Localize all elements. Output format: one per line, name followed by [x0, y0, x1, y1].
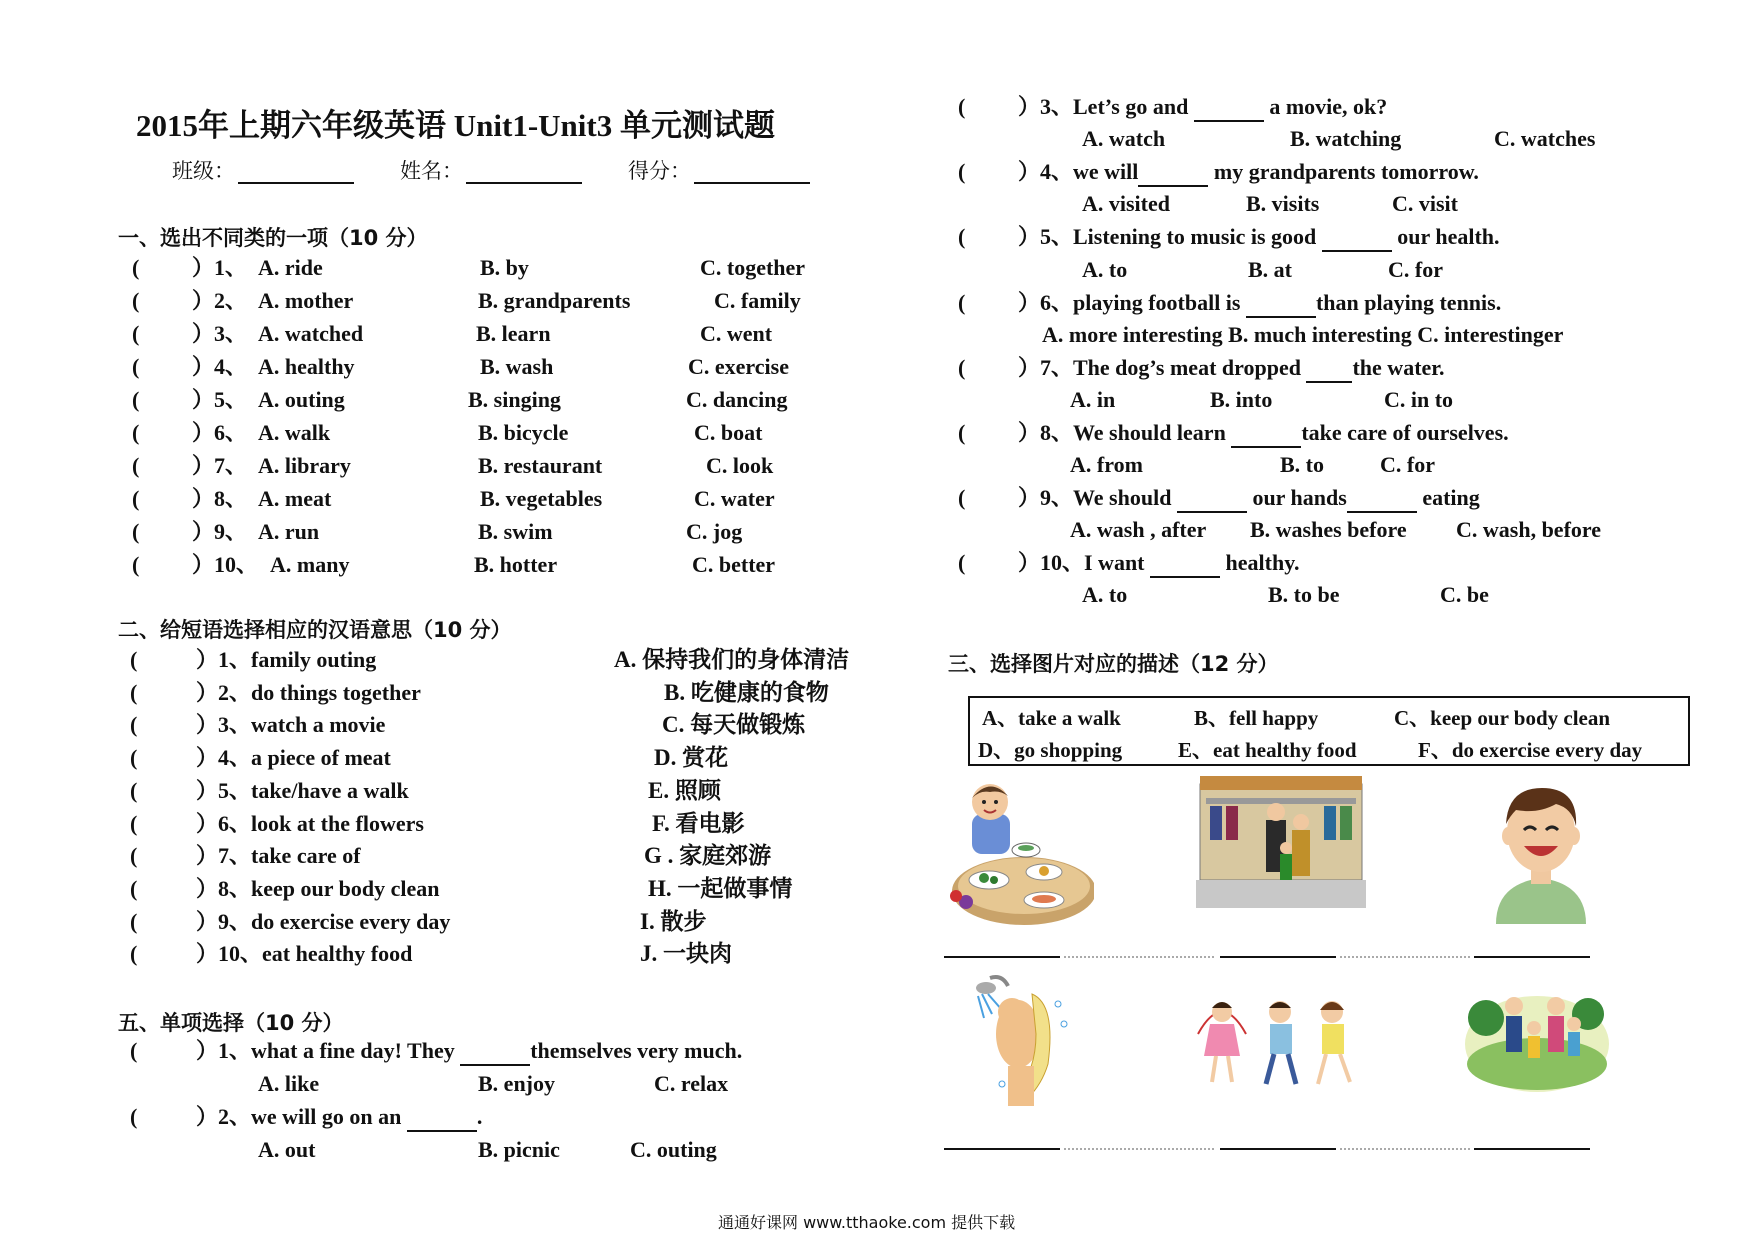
description-box — [968, 696, 1690, 766]
dotted-separator — [1340, 956, 1470, 958]
question-number: ）8、 — [192, 486, 248, 511]
paren-open[interactable]: ( — [132, 420, 140, 445]
paren-q5: ( — [958, 224, 966, 249]
description-e: E、eat healthy food — [1178, 738, 1357, 762]
paren-open[interactable]: ( — [130, 680, 138, 705]
question-number: ）7、 — [192, 453, 248, 478]
mc-option: C. relax — [654, 1071, 729, 1096]
paren-q7: ( — [958, 355, 966, 380]
chinese-meaning: G . 家庭郊游 — [644, 843, 772, 868]
paren-q9: ( — [958, 485, 966, 510]
chinese-meaning: C. 每天做锻炼 — [662, 712, 806, 737]
phrase: ）6、look at the flowers — [196, 811, 424, 836]
mc-option: A. visited — [1082, 191, 1170, 216]
chinese-meaning: A. 保持我们的身体清洁 — [614, 647, 850, 672]
phrase: ）3、watch a movie — [196, 712, 386, 737]
option-b: B. bicycle — [478, 420, 569, 445]
mc-option: B. washes before — [1250, 517, 1407, 542]
mc-option: C. be — [1440, 582, 1489, 607]
paren-open[interactable]: ( — [132, 552, 140, 577]
option-b: B. vegetables — [480, 486, 603, 511]
option-c: C. look — [706, 453, 774, 478]
mc-option: C. visit — [1392, 191, 1458, 216]
chinese-meaning: J. 一块肉 — [640, 941, 732, 966]
option-c: C. boat — [694, 420, 763, 445]
answer-blank[interactable] — [407, 1108, 477, 1132]
paren-open[interactable]: ( — [130, 745, 138, 770]
footer-credit: 通通好课网 www.tthaoke.com 提供下载 — [718, 1213, 1016, 1232]
option-a: A. ride — [258, 255, 323, 280]
paren-q2: ( — [130, 1104, 138, 1129]
option-b: B. wash — [480, 354, 554, 379]
mc-option: B. watching — [1290, 126, 1402, 151]
mc-option: B. at — [1248, 257, 1292, 282]
mc-option: A. wash , after — [1070, 517, 1207, 542]
question-number: ）2、 — [192, 288, 248, 313]
mc-option: C. in to — [1384, 387, 1454, 412]
picture-answer-blank[interactable] — [944, 956, 1060, 958]
question-number: ）9、 — [192, 519, 248, 544]
option-a: A. outing — [258, 387, 345, 412]
option-b: B. restaurant — [478, 453, 603, 478]
question-number: ）10、 — [192, 552, 259, 577]
paren-open[interactable]: ( — [130, 843, 138, 868]
shopping-picture — [1196, 774, 1366, 910]
question-number: ）4、 — [192, 354, 248, 379]
phrase: ）1、family outing — [196, 647, 377, 672]
name-label: 姓名： — [400, 159, 463, 183]
picture-answer-blank[interactable] — [1474, 1148, 1590, 1150]
phrase: ）4、a piece of meat — [196, 745, 391, 770]
phrase: ）7、take care of — [196, 843, 361, 868]
mc-question-7: ）7、The dog’s meat dropped the water. — [1018, 353, 1445, 383]
answer-blank[interactable] — [1347, 489, 1417, 513]
shower-picture — [972, 974, 1082, 1114]
dotted-separator — [1064, 956, 1214, 958]
paren-q10: ( — [958, 550, 966, 575]
mc-question-3: ）3、Let’s go and a movie, ok? — [1018, 92, 1387, 122]
name-blank[interactable] — [466, 182, 582, 184]
phrase: ）10、eat healthy food — [196, 941, 413, 966]
mc-question-10: ）10、I want healthy. — [1018, 548, 1299, 578]
option-b: B. singing — [468, 387, 561, 412]
phrase: ）8、keep our body clean — [196, 876, 440, 901]
paren-open[interactable]: ( — [132, 255, 140, 280]
paren-open[interactable]: ( — [130, 909, 138, 934]
paren-q3: ( — [958, 94, 966, 119]
paren-open[interactable]: ( — [132, 321, 140, 346]
chinese-meaning: E. 照顾 — [648, 778, 721, 803]
paren-open[interactable]: ( — [132, 387, 140, 412]
mc-question-9: ）9、We should our hands eating — [1018, 483, 1480, 513]
mc-option: B. visits — [1246, 191, 1320, 216]
mc-question-1: ）1、what a fine day! They themselves very much. — [196, 1036, 742, 1066]
paren-open[interactable]: ( — [130, 778, 138, 803]
option-c: C. water — [694, 486, 775, 511]
option-b: B. hotter — [474, 552, 558, 577]
option-a: A. meat — [258, 486, 332, 511]
option-a: A. healthy — [258, 354, 355, 379]
picture-answer-blank[interactable] — [944, 1148, 1060, 1150]
mc-option: C. for — [1380, 452, 1435, 477]
mc-option: A. to — [1082, 257, 1128, 282]
option-c: C. together — [700, 255, 806, 280]
answer-blank[interactable] — [1177, 489, 1247, 513]
paren-open[interactable]: ( — [130, 712, 138, 737]
answer-blank[interactable] — [1138, 163, 1208, 187]
paren-open[interactable]: ( — [132, 354, 140, 379]
chinese-meaning: B. 吃健康的食物 — [664, 680, 829, 705]
answer-blank[interactable] — [460, 1042, 530, 1066]
paren-q4: ( — [958, 159, 966, 184]
option-b: B. by — [480, 255, 529, 280]
mc-option: B. enjoy — [478, 1071, 555, 1096]
paren-open[interactable]: ( — [132, 486, 140, 511]
description-d: D、go shopping — [978, 738, 1123, 762]
option-a: A. walk — [258, 420, 331, 445]
mc-option: B. into — [1210, 387, 1273, 412]
boy-eating-picture — [944, 776, 1094, 926]
option-b: B. swim — [478, 519, 553, 544]
chinese-meaning: D. 赏花 — [654, 745, 729, 770]
option-a: A. mother — [258, 288, 354, 313]
answer-blank[interactable] — [1246, 294, 1316, 318]
picture-answer-blank[interactable] — [1220, 1148, 1336, 1150]
option-a: A. run — [258, 519, 320, 544]
mc-question-6: ）6、playing football is than playing tennis. — [1018, 288, 1501, 318]
mc-option: C. outing — [630, 1137, 717, 1162]
mc-option: A. in — [1070, 387, 1116, 412]
option-c: C. dancing — [686, 387, 788, 412]
mc-option: A. to — [1082, 582, 1128, 607]
mc-question-8: ）8、We should learn take care of ourselves. — [1018, 418, 1509, 448]
question-number: ）5、 — [192, 387, 248, 412]
description-f: F、do exercise every day — [1418, 738, 1643, 762]
mc-option: A. out — [258, 1137, 316, 1162]
option-a: A. many — [270, 552, 350, 577]
dotted-separator — [1340, 1148, 1470, 1150]
phrase: ）9、do exercise every day — [196, 909, 451, 934]
chinese-meaning: F. 看电影 — [652, 811, 745, 836]
section5-heading: 五、单项选择（10 分） — [118, 1011, 344, 1035]
answer-blank[interactable] — [1194, 98, 1264, 122]
class-blank[interactable] — [238, 182, 354, 184]
option-b: B. grandparents — [478, 288, 631, 313]
answer-blank[interactable] — [1322, 228, 1392, 252]
option-c: C. exercise — [688, 354, 789, 379]
phrase: ）2、do things together — [196, 680, 421, 705]
description-c: C、keep our body clean — [1394, 706, 1611, 730]
picture-answer-blank[interactable] — [1474, 956, 1590, 958]
mc-option: B. to — [1280, 452, 1324, 477]
section1-heading: 一、选出不同类的一项（10 分） — [118, 226, 428, 250]
paren-open[interactable]: ( — [132, 519, 140, 544]
answer-blank[interactable] — [1231, 424, 1301, 448]
mc-option: B. picnic — [478, 1137, 560, 1162]
paren-q1: ( — [130, 1038, 138, 1063]
exercise-picture — [1192, 994, 1362, 1094]
option-c: C. better — [692, 552, 776, 577]
mc-option: C. wash, before — [1456, 517, 1602, 542]
answer-blank[interactable] — [1150, 554, 1220, 578]
mc-option: C. watches — [1494, 126, 1596, 151]
option-b: B. learn — [476, 321, 551, 346]
paren-open[interactable]: ( — [130, 647, 138, 672]
mc-question-4: ）4、we will my grandparents tomorrow. — [1018, 157, 1479, 187]
question-number: ）1、 — [192, 255, 248, 280]
chinese-meaning: H. 一起做事情 — [648, 876, 793, 901]
paren-open[interactable]: ( — [132, 288, 140, 313]
mc-option: A. watch — [1082, 126, 1166, 151]
paren-open[interactable]: ( — [130, 941, 138, 966]
option-a: A. watched — [258, 321, 364, 346]
mc-question-2: ）2、we will go on an . — [196, 1102, 482, 1132]
picture-answer-blank[interactable] — [1220, 956, 1336, 958]
mc-option: A. like — [258, 1071, 320, 1096]
option-c: C. family — [714, 288, 801, 313]
score-blank[interactable] — [694, 182, 810, 184]
question-number: ）3、 — [192, 321, 248, 346]
mc-option: C. for — [1388, 257, 1443, 282]
answer-blank[interactable] — [1306, 359, 1352, 383]
class-label: 班级： — [172, 159, 235, 183]
description-a: A、take a walk — [982, 706, 1121, 730]
paren-q6: ( — [958, 290, 966, 315]
mc-question-5: ）5、Listening to music is good our health. — [1018, 222, 1500, 252]
score-label: 得分： — [628, 159, 691, 183]
paren-open[interactable]: ( — [130, 876, 138, 901]
option-c: C. jog — [686, 519, 743, 544]
mc-option: A. from — [1070, 452, 1143, 477]
chinese-meaning: I. 散步 — [640, 909, 707, 934]
mc-option: B. to be — [1268, 582, 1340, 607]
option-c: C. went — [700, 321, 773, 346]
family-walk-picture — [1464, 984, 1610, 1094]
paren-open[interactable]: ( — [132, 453, 140, 478]
page-title: 2015年上期六年级英语 Unit1-Unit3 单元测试题 — [136, 108, 775, 143]
question-number: ）6、 — [192, 420, 248, 445]
paren-open[interactable]: ( — [130, 811, 138, 836]
happy-boy-picture — [1486, 774, 1596, 924]
option-a: A. library — [258, 453, 351, 478]
dotted-separator — [1064, 1148, 1214, 1150]
paren-q8: ( — [958, 420, 966, 445]
phrase: ）5、take/have a walk — [196, 778, 409, 803]
section2-heading: 二、给短语选择相应的汉语意思（10 分） — [118, 618, 512, 642]
section3-heading: 三、选择图片对应的描述（12 分） — [948, 652, 1279, 676]
description-b: B、fell happy — [1194, 706, 1319, 730]
mc-option: A. more interesting B. much interesting C. interestinger — [1042, 322, 1564, 347]
